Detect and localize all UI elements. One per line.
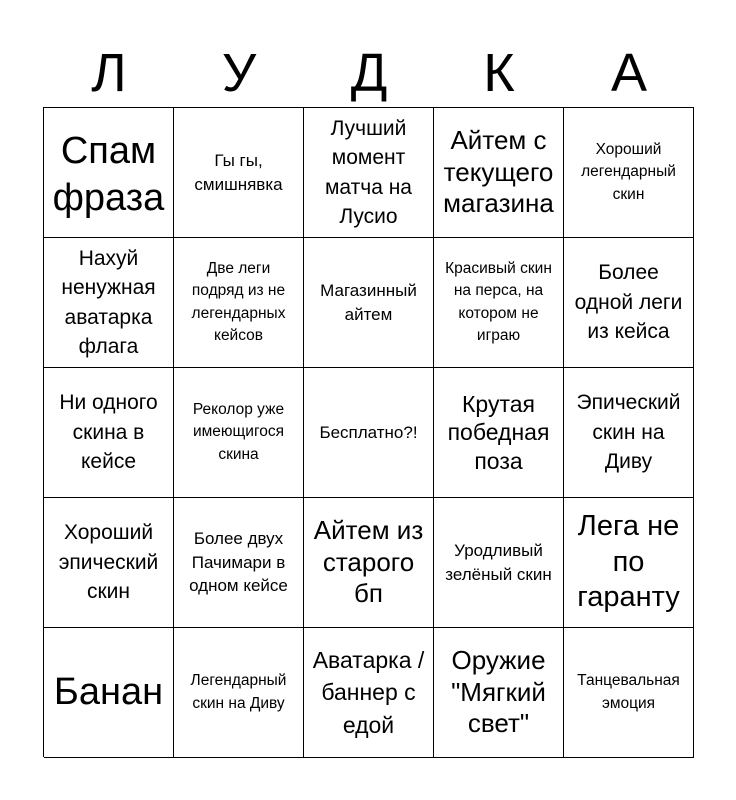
bingo-cell[interactable]: Крутая победная поза [434,368,564,498]
bingo-cell[interactable]: Спам фраза [44,108,174,238]
bingo-cell[interactable]: Бесплатно?! [304,368,434,498]
bingo-cell[interactable]: Нахуй ненужная аватарка флага [44,238,174,368]
bingo-cell[interactable]: Оружие "Мягкий свет" [434,628,564,758]
bingo-cell[interactable]: Лега не по гаранту [564,498,694,628]
bingo-cell[interactable]: Более двух Пачимари в одном кейсе [174,498,304,628]
header-letter-1: Л [91,43,127,103]
bingo-cell[interactable]: Хороший легендарный скин [564,108,694,238]
bingo-cell[interactable]: Танцевальная эмоция [564,628,694,758]
bingo-cell[interactable]: Гы гы, смишнявка [174,108,304,238]
bingo-cell[interactable]: Банан [44,628,174,758]
bingo-cell[interactable]: Магазинный айтем [304,238,434,368]
bingo-header [44,40,694,106]
header-letter-4: К [483,43,515,103]
bingo-cell[interactable]: Две леги подряд из не легендарных кейсов [174,238,304,368]
bingo-cell[interactable]: Легендарный скин на Диву [174,628,304,758]
bingo-cell[interactable]: Хороший эпический скин [44,498,174,628]
header-letter-2: У [221,43,257,103]
bingo-cell[interactable]: Ни одного скина в кейсе [44,368,174,498]
bingo-cell[interactable]: Красивый скин на перса, на котором не играю [434,238,564,368]
bingo-cell[interactable]: Айтем из старого бп [304,498,434,628]
bingo-cell[interactable]: Более одной леги из кейса [564,238,694,368]
bingo-cell[interactable]: Эпический скин на Диву [564,368,694,498]
bingo-cell[interactable]: Лучший момент матча на Лусио [304,108,434,238]
bingo-cell[interactable]: Уродливый зелёный скин [434,498,564,628]
bingo-cell[interactable]: Айтем с текущего магазина [434,108,564,238]
header-letter-5: А [610,43,648,103]
bingo-cell[interactable]: Реколор уже имеющигося скина [174,368,304,498]
header-letter-3: Д [350,43,388,103]
bingo-board [43,107,694,757]
bingo-cell[interactable]: Аватарка /баннер с едой [304,628,434,758]
